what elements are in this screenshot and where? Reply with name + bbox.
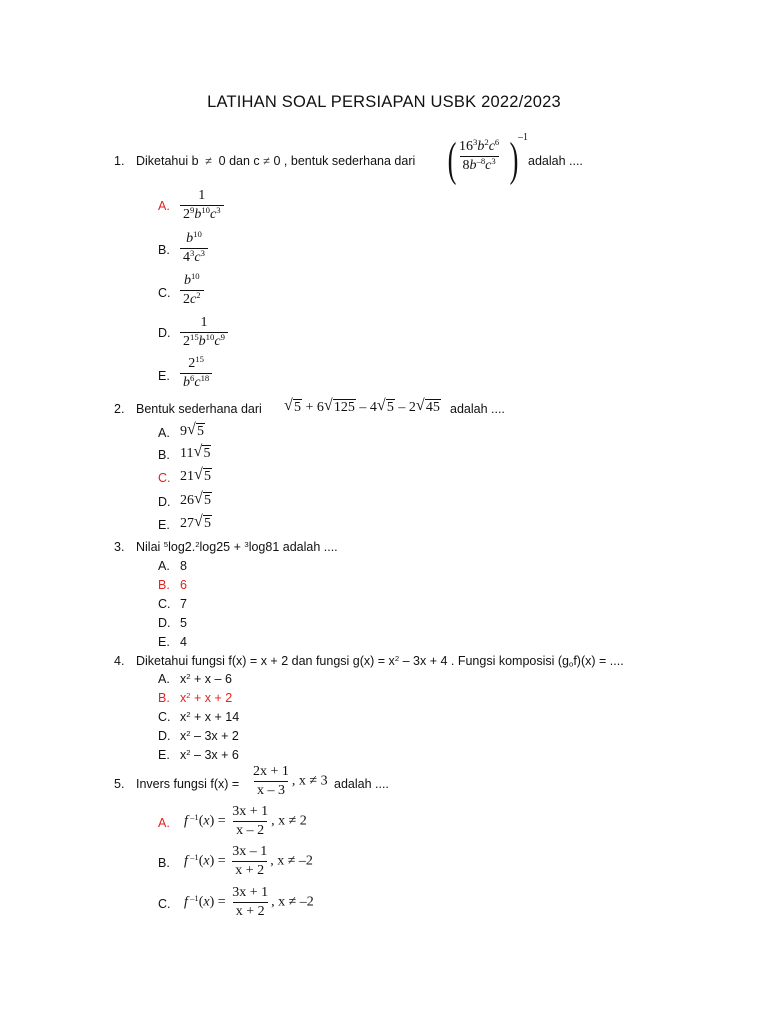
question-text: Diketahui b ≠ 0 dan c ≠ 0 , bentuk sederhana dari <box>136 154 416 168</box>
not-equal-symbol: ≠ <box>263 154 271 168</box>
question-number: 1. <box>114 154 125 168</box>
option-letter[interactable]: E. <box>158 748 170 762</box>
option-letter[interactable]: E. <box>158 635 170 649</box>
option-b-math[interactable]: $\frac{b^{10}}{4^3c^3}$ <box>180 230 208 267</box>
question-text: Bentuk sederhana dari <box>136 402 262 416</box>
q2-expression: √ 5 + 6 √ 125 – 4 √ 5 – 2 √ 45 <box>284 397 440 415</box>
option-e-math[interactable]: $\frac{2^{15}}{b^6c^{18}}$ <box>180 355 212 392</box>
option-letter[interactable]: B. <box>158 448 170 462</box>
option-value[interactable]: $x^2 + x + 2$ <box>180 690 233 705</box>
option-c-math[interactable]: $\frac{b^{10}}{2c^2}$ <box>180 272 204 309</box>
option-letter[interactable]: A. <box>158 426 170 440</box>
q5-fx-fraction: $\frac{2x + 1}{x - 3}$ , x ≠ 3 <box>253 764 328 798</box>
option-value[interactable]: $x^2 + x + 14$ <box>180 709 240 724</box>
option-letter[interactable]: C. <box>158 471 171 485</box>
option-letter[interactable]: D. <box>158 729 171 743</box>
question-number: 3. <box>114 540 125 554</box>
option-letter[interactable]: D. <box>158 326 171 340</box>
option-a-math[interactable]: 9 √ 5 <box>180 421 204 439</box>
question-number: 2. <box>114 402 125 416</box>
option-value[interactable]: 5 <box>180 616 187 630</box>
option-c-math[interactable]: 21 √ 5 <box>180 466 211 484</box>
question-number: 4. <box>114 654 125 668</box>
option-value[interactable]: 4 <box>180 635 187 649</box>
option-a-math[interactable]: f $^{-1}$(x) = $\frac{3x + 1}{x - 2}$ , x ≠ 2 <box>184 804 307 838</box>
option-letter[interactable]: A. <box>158 559 170 573</box>
option-letter[interactable]: A. <box>158 672 170 686</box>
not-equal-symbol: ≠ <box>202 154 216 168</box>
option-c-math[interactable]: f $^{-1}$(x) = $\frac{3x + 1}{x + 2}$ , x ≠ –2 <box>184 885 314 919</box>
option-value[interactable]: 6 <box>180 578 187 592</box>
question-text: Invers fungsi f(x) = <box>136 777 240 791</box>
option-d-math[interactable]: $\frac{1}{2^{15}b^{10}c^9}$ <box>180 314 228 351</box>
worksheet-page: LATIHAN SOAL PERSIAPAN USBK 2022/2023 1. Diketahui b ≠ 0 dan c ≠ 0 , bentuk sederhana dari ( $\frac{16^3b^2c^6}{8b^{-8}c^3}$ ) –1 adalah .... A. $\frac{1}{2^9b^{10}c^3}$ B. $\frac{b^{10}}{4^3c^3}$ C. $\frac{b^{10}}{2c^2}$ D. $\frac{1}{2^{15}b^{10}c^9}$ E. $\frac{2^{15}}{b^6c^{18}}$ 2. Bentuk sederhana dari √ 5 + 6 √ 125 – 4 √ 5 – 2 √ 45 adalah .... A. 9 √ 5 B. 11 √ 5 C. 21 √ 5 D. 26 √ 5 E. 27 √ 5 3. Nilai $^5$log2.$^2$log25 + $^3$log81 adalah .... A. 8 B. 6 C. 7 D. 5 E. 4 4. Diketahui fungsi f(x) = x + 2 dan fungsi $g(x) = x^2 - 3x + 4$ . Fungsi komposisi $(g_of)(x)$ = .... A. $x^2 + x - 6$ B. $x^2 + x + 2$ C. $x^2 + x + 14$ D. $x^2 - 3x + 2$ E. $x^2 - 3x + 6$ 5. Invers fungsi f(x) = $\frac{2x + 1}{x - 3}$ , x ≠ 3 adalah .... A. f $^{-1}$(x) = $\frac{3x + 1}{x - 2}$ , x ≠ 2 B. f $^{-1}$(x) = $\frac{3x - 1}{x + 2}$ , x ≠ –2 C. f $^{-1}$(x) = $\frac{3x + 1}{x + 2}$ , x ≠ –2 <box>0 0 768 1024</box>
option-letter[interactable]: B. <box>158 856 170 870</box>
question-text: Nilai $^5$log2.$^2$log25 + $^3$log81 adalah .... <box>136 539 338 554</box>
page-title: LATIHAN SOAL PERSIAPAN USBK 2022/2023 <box>207 93 561 111</box>
option-letter[interactable]: B. <box>158 578 170 592</box>
option-letter[interactable]: C. <box>158 710 171 724</box>
option-value[interactable]: $x^2 + x - 6$ <box>180 671 232 686</box>
option-letter[interactable]: C. <box>158 286 171 300</box>
option-letter[interactable]: D. <box>158 616 171 630</box>
option-letter[interactable]: B. <box>158 691 170 705</box>
option-b-math[interactable]: f $^{-1}$(x) = $\frac{3x - 1}{x + 2}$ , x ≠ –2 <box>184 844 313 878</box>
option-letter[interactable]: C. <box>158 597 171 611</box>
option-letter[interactable]: E. <box>158 369 170 383</box>
option-value[interactable]: 7 <box>180 597 187 611</box>
option-letter[interactable]: E. <box>158 518 170 532</box>
option-letter[interactable]: A. <box>158 816 170 830</box>
option-value[interactable]: 8 <box>180 559 187 573</box>
option-letter[interactable]: C. <box>158 897 171 911</box>
option-d-math[interactable]: 26 √ 5 <box>180 490 211 508</box>
option-letter[interactable]: A. <box>158 199 170 213</box>
option-b-math[interactable]: 11 √ 5 <box>180 443 211 461</box>
option-letter[interactable]: B. <box>158 243 170 257</box>
option-value[interactable]: $x^2 - 3x + 6$ <box>180 747 239 762</box>
option-letter[interactable]: D. <box>158 495 171 509</box>
option-value[interactable]: $x^2 - 3x + 2$ <box>180 728 239 743</box>
question-number: 5. <box>114 777 125 791</box>
option-a-math[interactable]: $\frac{1}{2^9b^{10}c^3}$ <box>180 187 224 224</box>
option-e-math[interactable]: 27 √ 5 <box>180 513 211 531</box>
question-text: Diketahui fungsi f(x) = x + 2 dan fungsi $g(x) = x^2 - 3x + 4$ . Fungsi komposisi $(g_of)(x)$ = .... <box>136 653 624 669</box>
